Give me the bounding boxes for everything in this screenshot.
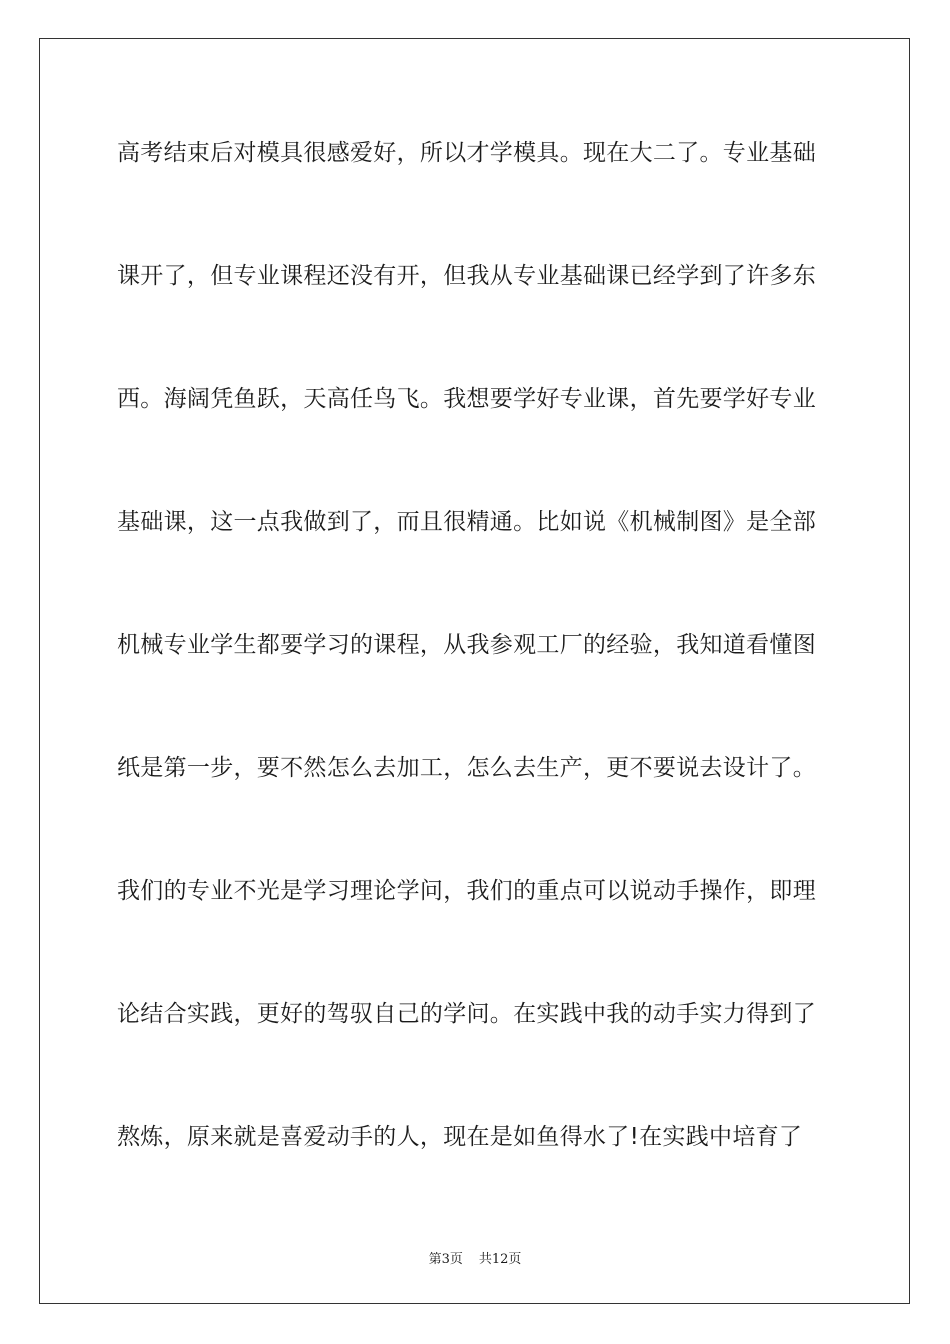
body-text-line: 纸是第一步，要不然怎么去加工，怎么去生产，更不要说去设计了。 [117, 755, 816, 781]
body-text-line: 我们的专业不光是学习理论学问，我们的重点可以说动手操作，即理 [117, 878, 816, 904]
body-text-line: 高考结束后对模具很感爱好，所以才学模具。现在大二了。专业基础 [117, 140, 816, 166]
body-text-line: 机械专业学生都要学习的课程，从我参观工厂的经验，我知道看懂图 [117, 632, 816, 658]
page-number: 第3页 [428, 1252, 463, 1267]
body-text-line: 西。海阔凭鱼跃，天高任鸟飞。我想要学好专业课，首先要学好专业 [117, 386, 816, 412]
page-border [39, 38, 910, 1304]
body-text-line: 课开了，但专业课程还没有开，但我从专业基础课已经学到了许多东 [117, 263, 816, 289]
body-text-line: 基础课，这一点我做到了，而且很精通。比如说《机械制图》是全部 [117, 509, 816, 535]
body-text-line: 论结合实践，更好的驾驭自己的学问。在实践中我的动手实力得到了 [117, 1001, 816, 1027]
page-total: 共12页 [478, 1252, 522, 1267]
page-footer [0, 1248, 950, 1267]
body-text-line: 熬炼，原来就是喜爱动手的人，现在是如鱼得水了!在实践中培育了 [117, 1124, 803, 1150]
